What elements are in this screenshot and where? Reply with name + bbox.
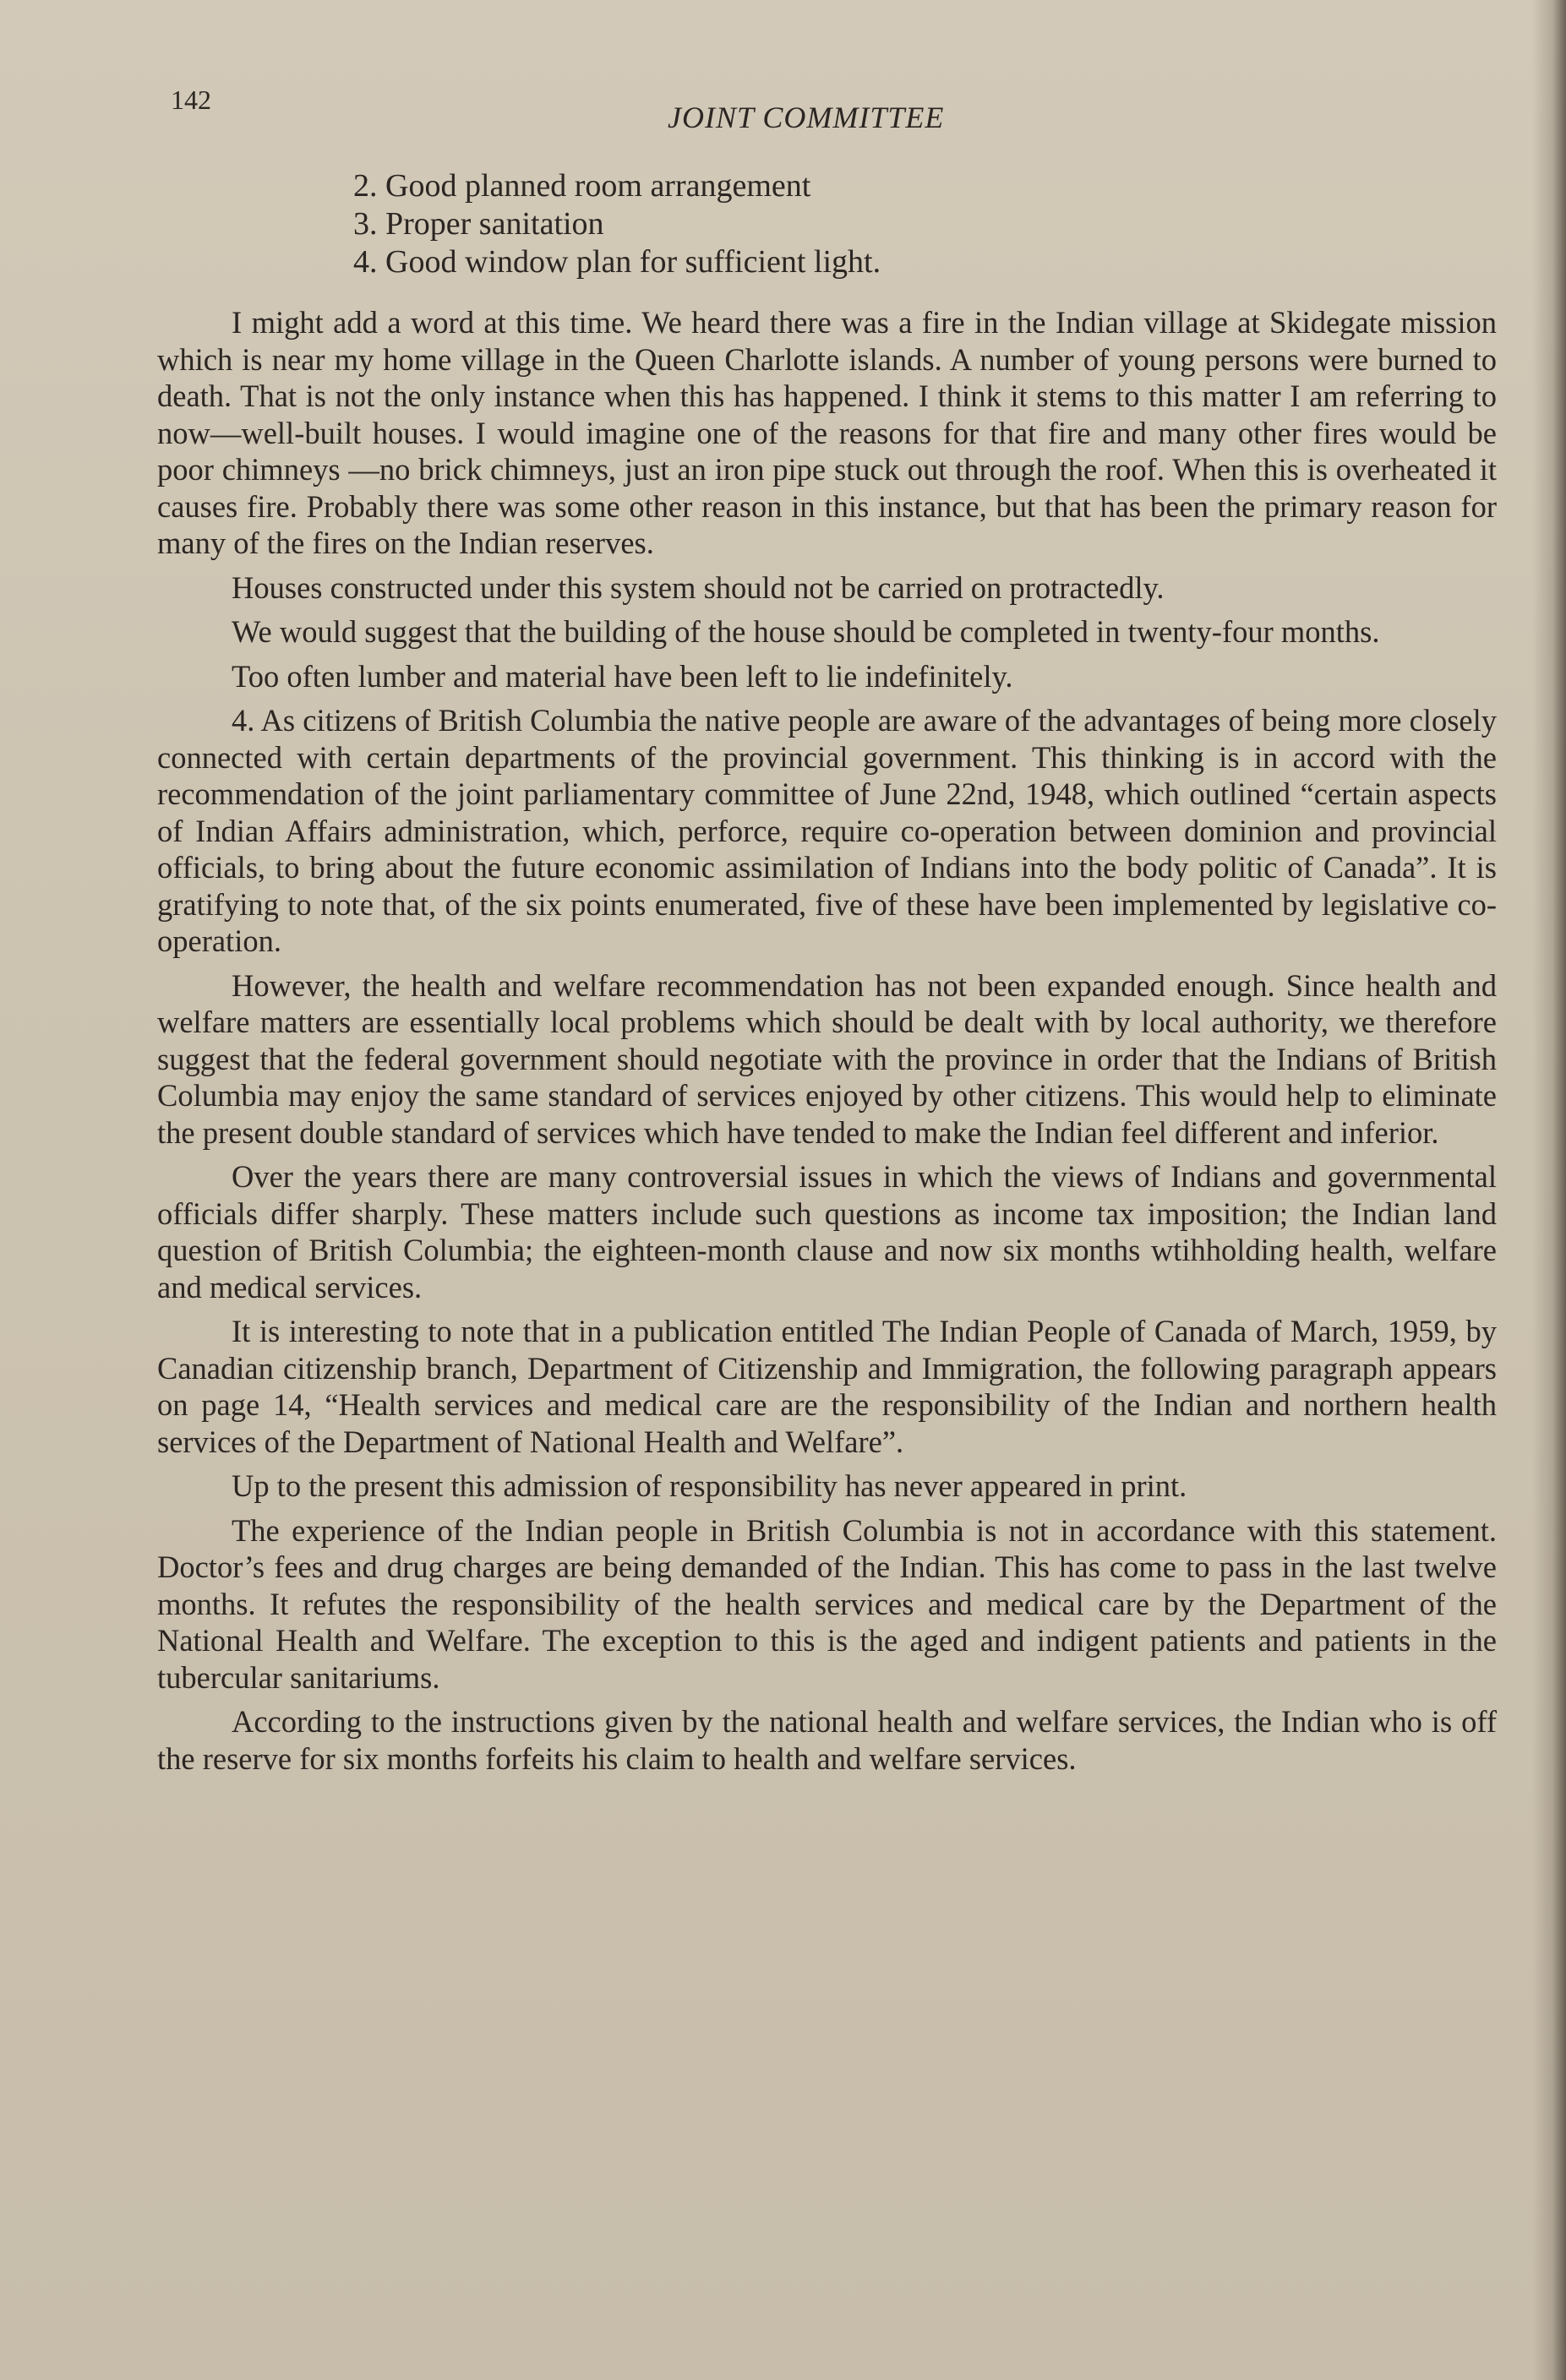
paragraph: However, the health and welfare recommendation has not been expanded enough. Since health and welfare matters are essentially local problems which should be dealt with by local authority, we therefore suggest that the federal government should negotiate with the province in order that the Indians of British Columbia may enjoy the same standard of services enjoyed by other citizens. This would help to eliminate the present double standard of services which have tended to make the Indian feel different and inferior. — [157, 967, 1497, 1150]
page-edge-shadow — [1532, 0, 1566, 2380]
paragraph: According to the instructions given by the national health and welfare services, the Indian who is off the reserve for six months forfeits his claim to health and welfare services. — [157, 1704, 1497, 1776]
list-item: 3. Proper sanitation — [353, 206, 604, 242]
body-text — [157, 304, 1497, 1784]
paragraph: Over the years there are many controversial issues in which the views of Indians and governmental officials differ sharply. These matters include such questions as income tax imposition; the Indian land question of British Columbia; the eighteen-month clause and now six months wtihholding health, welfare and medical services. — [157, 1159, 1497, 1304]
paragraph: It is interesting to note that in a publication entitled The Indian People of Canada of March, 1959, by Canadian citizenship branch, Department of Citizenship and Immigration, the following paragraph appears on page 14, “Health services and medical care are the responsibility of the Indian and northern health services of the Department of National Health and Welfare”. — [157, 1314, 1497, 1459]
running-head: JOINT COMMITTEE — [668, 101, 945, 134]
list-item: 4. Good window plan for sufficient light. — [353, 244, 881, 280]
numbered-list — [353, 167, 881, 281]
paragraph: Too often lumber and material have been left to lie indefinitely. — [232, 658, 1013, 694]
paragraph: The experience of the Indian people in British Columbia is not in accordance with this statement. Doctor’s fees and drug charges are being demanded of the Indian. This has come to pass in the last twelve months. It refutes the responsibility of the health services and medical care by the Department of the National Health and Welfare. The exception to this is the aged and indigent patients and patients in the tubercular sanitariums. — [157, 1512, 1497, 1695]
list-item: 2. Good planned room arrangement — [353, 168, 811, 204]
paragraph: Houses constructed under this system should not be carried on protractedly. — [232, 569, 1165, 605]
paragraph: Up to the present this admission of responsibility has never appeared in print. — [232, 1468, 1187, 1503]
paragraph: 4. As citizens of British Columbia the native people are aware of the advantages of being more closely connected with certain departments of the provincial government. This thinking is in accord with the recommendation of the joint parliamentary committee of June 22nd, 1948, which outlined “certain aspects of Indian Affairs administration, which, perforce, require co-operation between dominion and provincial officials, to bring about the future economic assimilation of Indians into the body politic of Canada”. It is gratifying to note that, of the six points enumerated, five of these have been implemented by legislative co-operation. — [157, 703, 1497, 958]
paragraph: We would suggest that the building of the house should be completed in twenty-four months. — [232, 614, 1380, 649]
page-number: 142 — [171, 84, 211, 115]
paragraph: I might add a word at this time. We heard there was a fire in the Indian village at Skidegate mission which is near my home village in the Queen Charlotte islands. A number of young persons were burned to death. That is not the only instance when this has happened. I think it stems to this matter I am referring to now—well-built houses. I would imagine one of the reasons for that fire and many other fires would be poor chimneys —no brick chimneys, just an iron pipe stuck out through the roof. When this is overheated it causes fire. Probably there was some other reason in this instance, but that has been the primary reason for many of the fires on the Indian reserves. — [157, 305, 1497, 560]
